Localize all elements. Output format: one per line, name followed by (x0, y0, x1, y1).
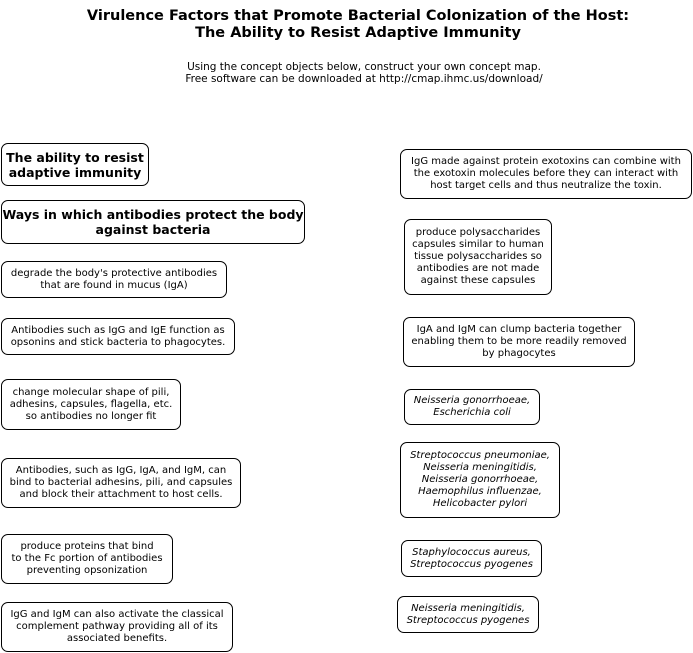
node-text-line: Antibodies such as IgG and IgE function as (11, 324, 225, 336)
concept-node-neutralize-toxin[interactable] (400, 149, 692, 199)
node-text-line: tissue polysaccharides so (414, 251, 542, 262)
node-text-line: Streptococcus pyogenes (406, 614, 530, 626)
node-text-line: bind to bacterial adhesins, pili, and capsules (9, 477, 233, 488)
node-text-line: Neisseria gonorrhoeae, (413, 395, 531, 406)
node-text-line: antibodies are not made (416, 263, 540, 274)
node-text-line: Neisseria meningitidis, (411, 602, 525, 614)
node-text-line: Ways in which antibodies protect the body (2, 207, 304, 222)
concept-node-complement-pathway[interactable] (1, 602, 233, 652)
node-text-line: preventing opsonization (26, 565, 148, 576)
node-text-line: that are found in mucus (IgA) (40, 279, 188, 291)
concept-node-polysaccharide-capsules[interactable] (404, 219, 552, 295)
node-text-line: IgG made against protein exotoxins can combine with (411, 156, 681, 167)
node-text-line: produce polysaccharides (415, 227, 541, 238)
node-text-line: Staphylococcus aureus, (412, 546, 531, 558)
node-text-line: Antibodies, such as IgG, IgA, and IgM, can (15, 465, 227, 476)
concept-node-five-pathogens[interactable] (400, 442, 560, 518)
node-text-line: to the Fc portion of antibodies (11, 553, 163, 564)
concept-node-clump-bacteria[interactable] (403, 317, 635, 367)
node-text-line: enabling them to be more readily removed (411, 336, 627, 347)
node-text-line: degrade the body's protective antibodies (10, 267, 218, 279)
page-title (0, 8, 693, 42)
instructions-line-2: Free software can be downloaded at http://cmap.ihmc.us/download/ (185, 73, 543, 85)
node-text-line: Neisseria gonorrhoeae, (421, 474, 539, 485)
concept-node-adaptive-immunity[interactable] (1, 143, 149, 186)
node-text-line: IgG and IgM can also activate the classical (10, 609, 224, 620)
concept-node-block-attachment[interactable] (1, 458, 241, 508)
node-text-line: host target cells and thus neutralize the toxin. (430, 180, 662, 191)
concept-node-antibody-protection[interactable] (1, 200, 305, 244)
title-line-2: The Ability to Resist Adaptive Immunity (195, 25, 521, 41)
node-text-line: Streptococcus pyogenes (410, 558, 533, 570)
node-text-line: against these capsules (420, 275, 536, 286)
node-text-line: Escherichia coli (433, 407, 511, 418)
node-text-line: complement pathway providing all of its (16, 621, 218, 632)
node-text-line: capsules similar to human (412, 239, 544, 250)
node-text-line: Streptococcus pneumoniae, (410, 450, 550, 461)
concept-node-fc-binding-proteins[interactable] (1, 534, 173, 584)
node-text-line: and block their attachment to host cells. (19, 489, 223, 500)
node-text-line: opsonins and stick bacteria to phagocytes. (10, 336, 226, 348)
concept-node-opsonins[interactable] (1, 318, 235, 355)
node-text-line: change molecular shape of pili, (12, 386, 170, 398)
node-text-line: so antibodies no longer fit (25, 410, 157, 422)
node-text-line: The ability to resist (6, 149, 144, 165)
concept-node-n-gonorrhoeae-e-coli[interactable] (404, 389, 540, 425)
title-line-1: Virulence Factors that Promote Bacterial Colonization of the Host: (86, 8, 630, 24)
node-text-line: associated benefits. (66, 633, 168, 644)
node-text-line: adaptive immunity (8, 164, 142, 180)
node-text-line: adhesins, capsules, flagella, etc. (9, 398, 173, 410)
node-text-line: Neisseria meningitidis, (423, 462, 537, 473)
concept-node-degrade-antibodies[interactable] (1, 261, 227, 298)
node-text-line: IgA and IgM can clump bacteria together (416, 324, 622, 335)
concept-node-n-meningitidis-s-pyogenes[interactable] (397, 596, 539, 633)
node-text-line: produce proteins that bind (20, 541, 154, 552)
concept-node-change-molecular-shape[interactable] (1, 379, 181, 430)
node-text-line: Haemophilus influenzae, (418, 486, 542, 497)
node-text-line: the exotoxin molecules before they can interact with (413, 168, 679, 179)
node-text-line: against bacteria (95, 222, 211, 237)
instructions (0, 61, 693, 85)
concept-node-s-aureus-s-pyogenes[interactable] (401, 540, 542, 577)
node-text-line: Helicobacter pylori (432, 498, 528, 509)
node-text-line: by phagocytes (482, 348, 556, 359)
instructions-line-1: Using the concept objects below, construct your own concept map. (187, 61, 541, 73)
